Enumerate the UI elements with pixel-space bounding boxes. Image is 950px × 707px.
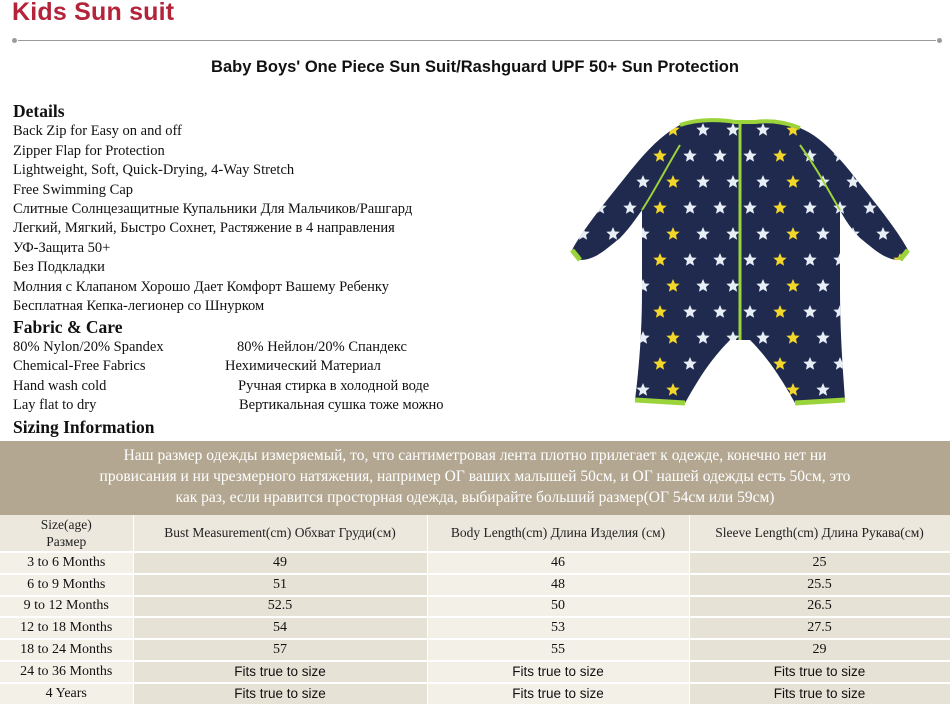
star-icon — [846, 123, 859, 136]
body-length-cell: 55 — [427, 639, 689, 661]
detail-line: Zipper Flap for Protection — [13, 143, 165, 159]
star-icon — [876, 123, 889, 136]
star-icon — [816, 123, 829, 136]
star-icon — [623, 305, 636, 318]
bust-cell: 51 — [133, 574, 427, 596]
bust-cell: 49 — [133, 552, 427, 574]
sun-suit-product-image — [560, 110, 920, 415]
star-icon — [623, 149, 636, 162]
size-table — [0, 515, 950, 706]
star-icon — [743, 357, 756, 370]
bust-cell: 54 — [133, 617, 427, 639]
fabric-item-en: 80% Nylon/20% Spandex — [13, 339, 164, 355]
star-icon — [593, 357, 606, 370]
body-length-cell: Fits true to size — [427, 683, 689, 705]
page-title: Kids Sun suit — [12, 0, 175, 26]
body-length-cell: 48 — [427, 574, 689, 596]
header-sleeve-length: Sleeve Length(cm) Длина Рукава(см) — [689, 515, 950, 552]
star-icon — [893, 201, 906, 214]
table-row — [0, 596, 950, 618]
star-icon — [563, 201, 576, 214]
table-row — [0, 574, 950, 596]
star-icon — [726, 383, 739, 396]
sleeve-length-cell: 26.5 — [689, 596, 950, 618]
star-icon — [876, 331, 889, 344]
size-cell: 24 to 36 Months — [0, 661, 133, 683]
bust-cell: Fits true to size — [133, 661, 427, 683]
table-row — [0, 661, 950, 683]
star-icon — [563, 357, 576, 370]
table-header-row — [0, 515, 950, 552]
star-icon — [863, 305, 876, 318]
table-row — [0, 639, 950, 661]
size-cell: 18 to 24 Months — [0, 639, 133, 661]
star-icon — [606, 279, 619, 292]
star-icon — [623, 253, 636, 266]
star-icon — [863, 357, 876, 370]
star-icon — [576, 383, 589, 396]
star-icon — [563, 149, 576, 162]
fabric-item-en: Lay flat to dry — [13, 397, 97, 413]
details-heading: Details — [13, 101, 65, 121]
star-icon — [576, 279, 589, 292]
fabric-item-ru: 80% Нейлон/20% Спандекс — [237, 339, 407, 355]
fabric-item-ru: Вертикальная сушка тоже можно — [239, 397, 444, 413]
star-icon — [906, 123, 919, 136]
star-icon — [906, 279, 919, 292]
star-icon — [846, 383, 859, 396]
detail-line: Без Подкладки — [13, 259, 105, 275]
fabric-item-ru: Ручная стирка в холодной воде — [238, 378, 430, 394]
star-icon — [636, 123, 649, 136]
detail-line: Молния с Клапаном Хорошо Дает Комфорт Вашему Ребенку — [13, 279, 389, 295]
fabric-item-ru: Нехимический Материал — [225, 358, 381, 374]
star-icon — [606, 123, 619, 136]
body-length-cell: 53 — [427, 617, 689, 639]
star-icon — [906, 227, 919, 240]
star-icon — [863, 149, 876, 162]
bust-cell: Fits true to size — [133, 683, 427, 705]
sleeve-length-cell: 25.5 — [689, 574, 950, 596]
sleeve-length-cell: 27.5 — [689, 617, 950, 639]
header-size: Size(age) Размер — [0, 515, 133, 552]
star-icon — [576, 331, 589, 344]
detail-line: Бесплатная Кепка-легионер со Шнурком — [13, 298, 265, 314]
star-icon — [606, 383, 619, 396]
star-icon — [876, 175, 889, 188]
size-cell: 9 to 12 Months — [0, 596, 133, 618]
sleeve-length-cell: Fits true to size — [689, 683, 950, 705]
star-icon — [893, 149, 906, 162]
detail-line: Слитные Солнцезащитные Купальники Для Мальчиков/Рашгард — [13, 201, 413, 217]
notice-line: как раз, если нравится просторная одежда, выбирайте больший размер(ОГ 54см или 59см) — [175, 489, 775, 506]
detail-line: УФ-Защита 50+ — [13, 240, 111, 256]
star-icon — [846, 331, 859, 344]
notice-line: провисания и ни чрезмерного натяжения, например ОГ ваших малышей 50см, и ОГ нашей одежды есть 50см, это — [99, 468, 851, 485]
star-icon — [606, 175, 619, 188]
title-divider — [12, 38, 942, 43]
detail-line: Легкий, Мягкий, Быстро Сохнет, Растяжение в 4 направления — [13, 220, 395, 236]
star-icon — [593, 149, 606, 162]
sizing-notice — [0, 441, 950, 515]
body-length-cell: Fits true to size — [427, 661, 689, 683]
star-icon — [563, 305, 576, 318]
sleeve-length-cell: 29 — [689, 639, 950, 661]
bust-cell: 52.5 — [133, 596, 427, 618]
star-icon — [893, 357, 906, 370]
sizing-heading: Sizing Information — [13, 417, 155, 437]
size-cell: 4 Years — [0, 683, 133, 705]
star-icon — [696, 383, 709, 396]
star-icon — [876, 383, 889, 396]
size-cell: 6 to 9 Months — [0, 574, 133, 596]
size-cell: 12 to 18 Months — [0, 617, 133, 639]
sleeve-length-cell: 25 — [689, 552, 950, 574]
star-icon — [576, 175, 589, 188]
table-row — [0, 552, 950, 574]
header-bust: Bust Measurement(cm) Обхват Груди(см) — [133, 515, 427, 552]
body-length-cell: 46 — [427, 552, 689, 574]
detail-line: Lightweight, Soft, Quick-Drying, 4-Way Stretch — [13, 162, 295, 178]
fabric-care-heading: Fabric & Care — [13, 317, 123, 337]
header-body-length: Body Length(cm) Длина Изделия (см) — [427, 515, 689, 552]
star-icon — [906, 175, 919, 188]
bust-cell: 57 — [133, 639, 427, 661]
fabric-item-en: Chemical-Free Fabrics — [13, 358, 146, 374]
table-row — [0, 683, 950, 705]
product-heading: Baby Boys' One Piece Sun Suit/Rashguard UPF 50+ Sun Protection — [211, 58, 739, 76]
star-icon — [876, 279, 889, 292]
star-icon — [576, 123, 589, 136]
star-icon — [863, 253, 876, 266]
table-row — [0, 617, 950, 639]
sleeve-length-cell: Fits true to size — [689, 661, 950, 683]
star-icon — [906, 331, 919, 344]
notice-line: Наш размер одежды измеряемый, то, что сантиметровая лента плотно прилегает к одежде, конечно нет ни — [123, 447, 827, 464]
body-length-cell: 50 — [427, 596, 689, 618]
size-cell: 3 to 6 Months — [0, 552, 133, 574]
star-icon — [756, 383, 769, 396]
star-icon — [893, 305, 906, 318]
star-icon — [623, 357, 636, 370]
star-icon — [713, 357, 726, 370]
fabric-item-en: Hand wash cold — [13, 378, 107, 394]
star-icon — [846, 279, 859, 292]
detail-line: Free Swimming Cap — [13, 182, 134, 198]
star-icon — [606, 331, 619, 344]
star-icon — [906, 383, 919, 396]
star-icon — [593, 305, 606, 318]
detail-line: Back Zip for Easy on and off — [13, 123, 182, 139]
